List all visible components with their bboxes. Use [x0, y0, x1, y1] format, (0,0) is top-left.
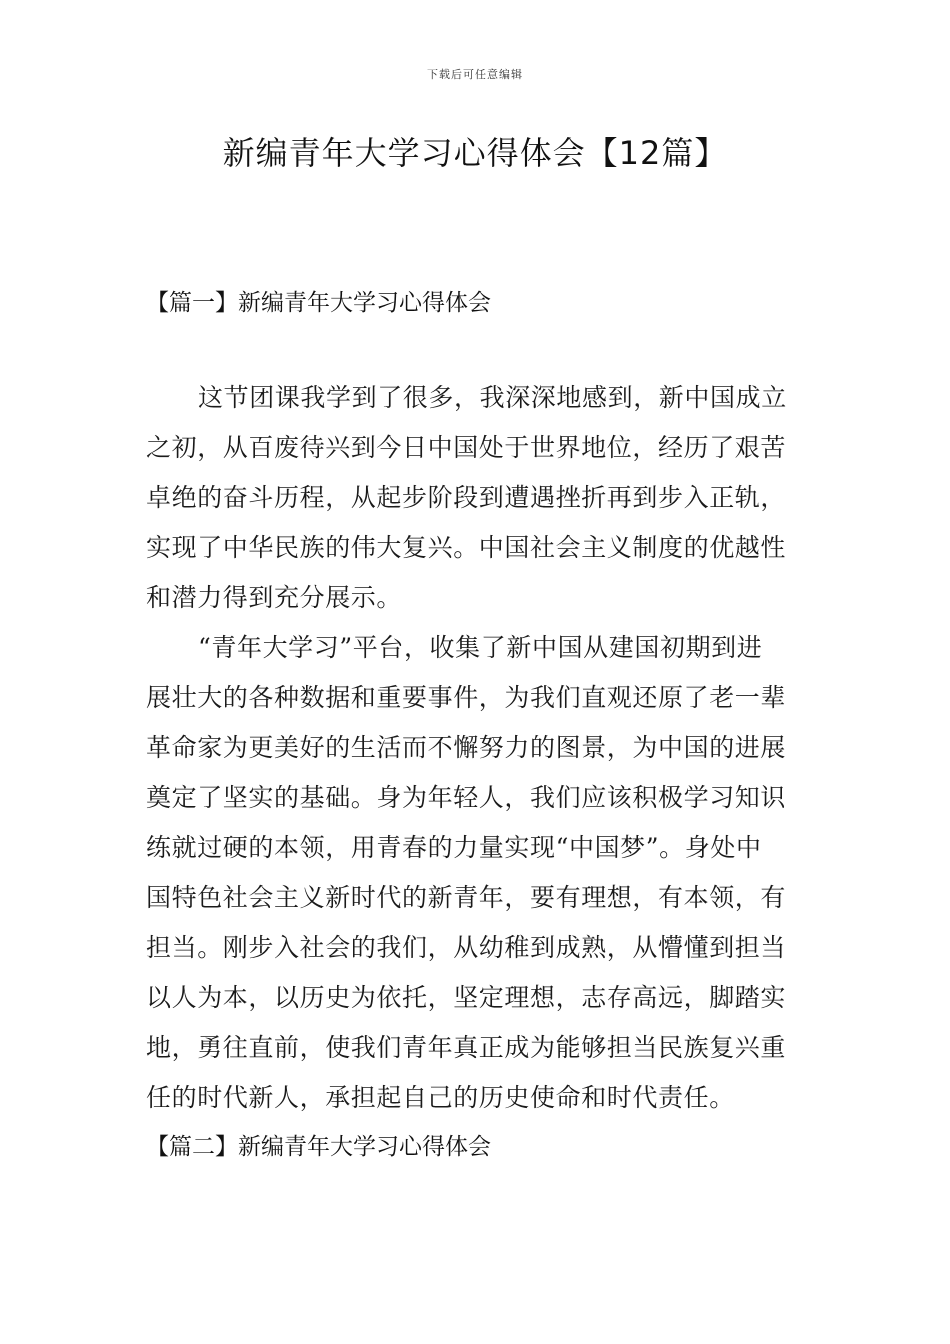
paragraph-line: 展壮大的各种数据和重要事件，为我们直观还原了老一辈	[146, 683, 787, 712]
paragraph-line: 任的时代新人，承担起自己的历史使命和时代责任。	[146, 1083, 735, 1112]
page-title: 新编青年大学习心得体会【12篇】	[222, 134, 728, 172]
paragraph-line: 卓绝的奋斗历程，从起步阶段到遭遇挫折再到步入正轨，	[146, 483, 787, 512]
section-heading-1: 【篇一】新编青年大学习心得体会	[146, 290, 491, 316]
paragraph-line: 担当。刚步入社会的我们，从幼稚到成熟，从懵懂到担当	[146, 933, 787, 962]
paragraph-line: 革命家为更美好的生活而不懈努力的图景，为中国的进展	[146, 733, 787, 762]
paragraph-line: 这节团课我学到了很多，我深深地感到，新中国成立	[198, 383, 787, 412]
paragraph-line: 实现了中华民族的伟大复兴。中国社会主义制度的优越性	[146, 533, 787, 562]
paragraph-line: 奠定了坚实的基础。身为年轻人，我们应该积极学习知识	[146, 783, 787, 812]
paragraph-line: 之初，从百废待兴到今日中国处于世界地位，经历了艰苦	[146, 433, 787, 462]
paragraph-line: 练就过硬的本领，用青春的力量实现“中国梦”。身处中	[146, 833, 762, 862]
section-heading-2: 【篇二】新编青年大学习心得体会	[146, 1134, 491, 1160]
header-note: 下载后可任意编辑	[427, 68, 523, 81]
paragraph-line: 国特色社会主义新时代的新青年，要有理想，有本领，有	[146, 883, 787, 912]
paragraph-line: “青年大学习”平台，收集了新中国从建国初期到进	[198, 633, 763, 662]
paragraph-line: 地，勇往直前，使我们青年真正成为能够担当民族复兴重	[146, 1033, 787, 1062]
paragraph-line: 和潜力得到充分展示。	[146, 583, 403, 612]
paragraph-line: 以人为本，以历史为依托，坚定理想，志存高远，脚踏实	[146, 983, 787, 1012]
article-body	[146, 373, 806, 1123]
